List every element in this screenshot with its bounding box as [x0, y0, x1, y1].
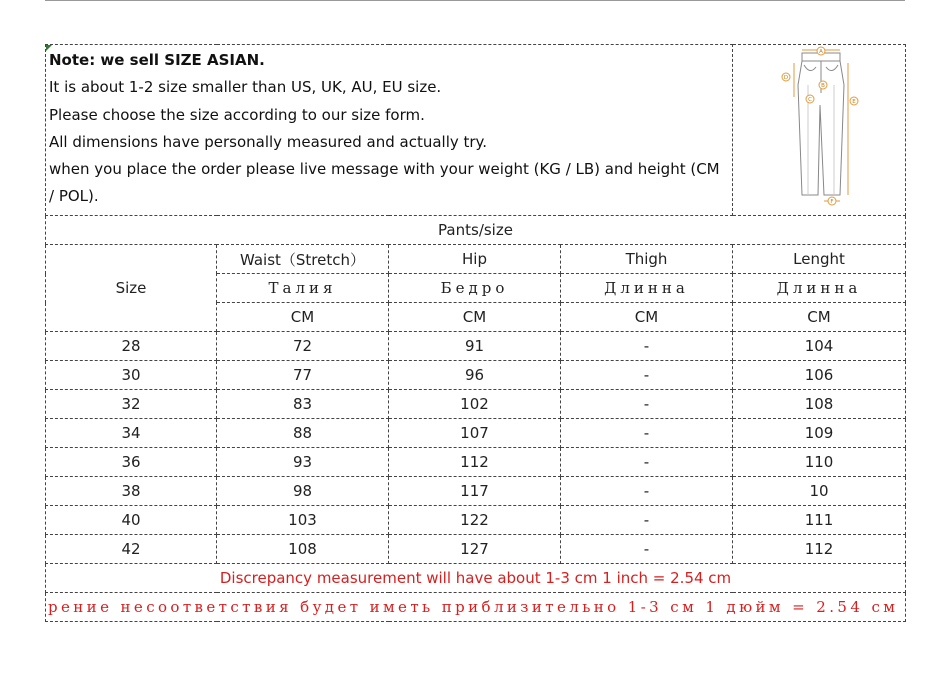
table-title: Pants/size [46, 216, 906, 245]
footer-ru-row [46, 593, 906, 622]
hip-cell: 96 [389, 361, 561, 390]
table-row [46, 477, 906, 506]
table-title-row [46, 216, 906, 245]
diagram-label: A [819, 49, 823, 55]
hip-cell: 117 [389, 477, 561, 506]
diagram-label: C [808, 97, 812, 103]
hip-cell: 127 [389, 535, 561, 564]
hip-cell: 122 [389, 506, 561, 535]
length-cell: 106 [733, 361, 906, 390]
header-length: Lenght [733, 245, 906, 274]
hip-cell: 102 [389, 390, 561, 419]
header-length-ru: Длинна [733, 274, 906, 303]
diagram-label: D [783, 75, 789, 81]
hip-cell: 107 [389, 419, 561, 448]
waist-cell: 88 [217, 419, 389, 448]
waist-cell: 108 [217, 535, 389, 564]
unit-cell: CM [733, 303, 906, 332]
table-row [46, 390, 906, 419]
header-thigh: Thigh [561, 245, 733, 274]
waist-cell: 98 [217, 477, 389, 506]
note-line: It is about 1-2 size smaller than US, UK, AU, EU size. [49, 78, 442, 97]
header-waist: Waist（Stretch） [217, 245, 389, 274]
note-line: / POL). [49, 187, 99, 206]
diagram-label: E [852, 99, 856, 105]
note-line: Please choose the size according to our size form. [49, 105, 425, 124]
size-cell: 36 [46, 448, 217, 477]
thigh-cell: - [561, 506, 733, 535]
waist-cell: 77 [217, 361, 389, 390]
size-cell: 32 [46, 390, 217, 419]
waist-cell: 93 [217, 448, 389, 477]
waist-cell: 83 [217, 390, 389, 419]
table-row [46, 506, 906, 535]
length-cell: 108 [733, 390, 906, 419]
header-row-en [46, 245, 906, 274]
diagram-label: F [830, 199, 834, 205]
header-waist-ru: Талия [217, 274, 389, 303]
notes-row [46, 45, 906, 216]
thigh-cell: - [561, 419, 733, 448]
unit-cell: CM [217, 303, 389, 332]
length-cell: 111 [733, 506, 906, 535]
size-cell: 42 [46, 535, 217, 564]
size-cell: 34 [46, 419, 217, 448]
table-row [46, 535, 906, 564]
thigh-cell: - [561, 361, 733, 390]
header-hip-ru: Бедро [389, 274, 561, 303]
waist-cell: 72 [217, 332, 389, 361]
thigh-cell: - [561, 332, 733, 361]
note-heading: Note: we sell SIZE ASIAN. [49, 51, 265, 69]
size-cell: 28 [46, 332, 217, 361]
pants-diagram-cell [733, 45, 906, 216]
waist-cell: 103 [217, 506, 389, 535]
note-line: when you place the order please live message with your weight (KG / LB) and height (CM [49, 160, 720, 179]
pants-measurement-diagram-icon [764, 45, 874, 211]
length-cell: 112 [733, 535, 906, 564]
note-line: All dimensions have personally measured and actually try. [49, 132, 488, 151]
length-cell: 10 [733, 477, 906, 506]
unit-cell: CM [389, 303, 561, 332]
unit-cell: CM [561, 303, 733, 332]
thigh-cell: - [561, 448, 733, 477]
size-chart-sheet [45, 44, 905, 622]
discrepancy-note-en: Discrepancy measurement will have about 1-3 cm 1 inch = 2.54 cm [46, 564, 906, 593]
notes-cell [46, 45, 733, 216]
table-row [46, 419, 906, 448]
length-cell: 104 [733, 332, 906, 361]
thigh-cell: - [561, 390, 733, 419]
length-cell: 109 [733, 419, 906, 448]
table-row [46, 448, 906, 477]
footer-en-row [46, 564, 906, 593]
size-cell: 30 [46, 361, 217, 390]
discrepancy-note-ru: рение несоответствия будет иметь приблизительно 1-3 см 1 дюйм = 2.54 см [46, 593, 906, 622]
thigh-cell: - [561, 535, 733, 564]
header-hip: Hip [389, 245, 561, 274]
size-cell: 40 [46, 506, 217, 535]
length-cell: 110 [733, 448, 906, 477]
table-row [46, 332, 906, 361]
hip-cell: 112 [389, 448, 561, 477]
header-thigh-ru: Длинна [561, 274, 733, 303]
table-row [46, 361, 906, 390]
hip-cell: 91 [389, 332, 561, 361]
thigh-cell: - [561, 477, 733, 506]
diagram-label: B [821, 83, 825, 89]
comment-marker-icon [46, 45, 52, 51]
size-header: Size [46, 245, 217, 332]
size-cell: 38 [46, 477, 217, 506]
top-divider [45, 0, 905, 1]
size-chart-table [45, 44, 906, 622]
